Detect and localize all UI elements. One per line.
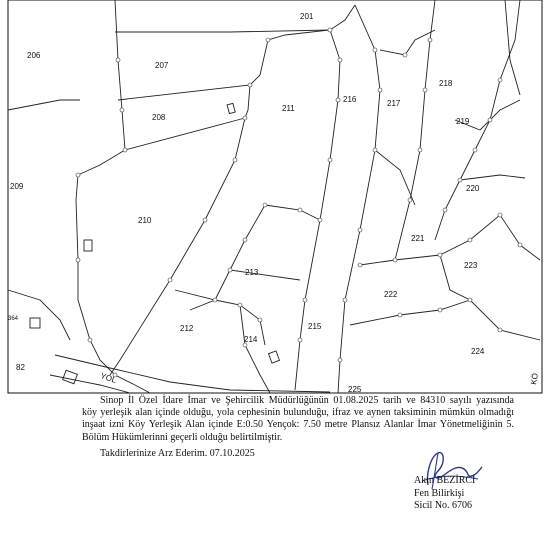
signer-registry: Sicil No. 6706: [414, 500, 473, 511]
report-line: Sinop İl Özel İdare İmar ve Şehircilik Müdürlüğünün 01.08.2025 tarih ve 84310 sayılı yazısında: [100, 395, 514, 406]
road-label: YOL: [99, 371, 118, 385]
parcel-label-224: 224: [471, 347, 485, 356]
road-edge-upper: [55, 355, 330, 392]
building-symbol: [269, 351, 280, 363]
signer-block: [414, 475, 475, 513]
parcel-label-214: 214: [244, 335, 258, 344]
report-paragraph: [82, 395, 514, 444]
parcel-label-217: 217: [387, 99, 401, 108]
parcel-labels: [8, 12, 485, 394]
parcel-label-218: 218: [439, 79, 453, 88]
parcel-label-210: 210: [138, 216, 152, 225]
parcel-label-208: 208: [152, 113, 166, 122]
signer-title: Fen Bilirkişi: [414, 487, 465, 499]
parcel-label-201: 201: [300, 12, 314, 21]
parcel-label-216: 216: [343, 95, 357, 104]
parcel-label-82: 82: [16, 363, 25, 372]
parcel-label-364: 364: [8, 316, 19, 322]
parcel-label-213: 213: [245, 268, 259, 277]
building-symbol: [30, 318, 40, 328]
report-text: [0, 393, 550, 550]
parcel-label-215: 215: [308, 322, 322, 331]
parcel-label-219: 219: [456, 117, 470, 126]
parcel-label-212: 212: [180, 324, 194, 333]
vertex-markers: [76, 28, 522, 377]
parcel-label-221: 221: [411, 234, 425, 243]
parcel-label-225: 225: [348, 385, 362, 394]
parcel-label-207: 207: [155, 61, 169, 70]
parcel-label-206: 206: [27, 51, 41, 60]
signer-name: Akın BEZİRCİ: [414, 475, 476, 486]
parcel-label-209: 209: [10, 182, 24, 191]
report-line: Bölüm Hükümlerinni geçerli olduğu belirtilmiştir.: [82, 431, 283, 443]
building-symbol: [227, 103, 235, 113]
closing-line: Takdirlerinize Arz Ederim. 07.10.2025: [100, 448, 255, 459]
building-symbol: [84, 240, 92, 251]
parcel-label-211: 211: [282, 104, 295, 113]
parcel-boundaries: [8, 0, 540, 393]
road-edge-lower: [50, 375, 130, 393]
edge-label: KÖ: [529, 372, 540, 386]
report-line: inşaat izni Köy Yerleşik Alan içinde E:0.50 Yençok: 7.50 metre Plansız Alanlar İmar Yönetmeliğinin 5.: [82, 419, 514, 431]
building-symbol: [63, 370, 78, 384]
parcel-label-220: 220: [466, 184, 480, 193]
parcel-label-223: 223: [464, 261, 478, 270]
report-line: köy yerleşik alan içinde olduğu, yola cephesinin bulunduğu, ifraz ve aynen taksiminin mümkün olmadığı: [82, 407, 514, 419]
parcel-label-222: 222: [384, 290, 398, 299]
